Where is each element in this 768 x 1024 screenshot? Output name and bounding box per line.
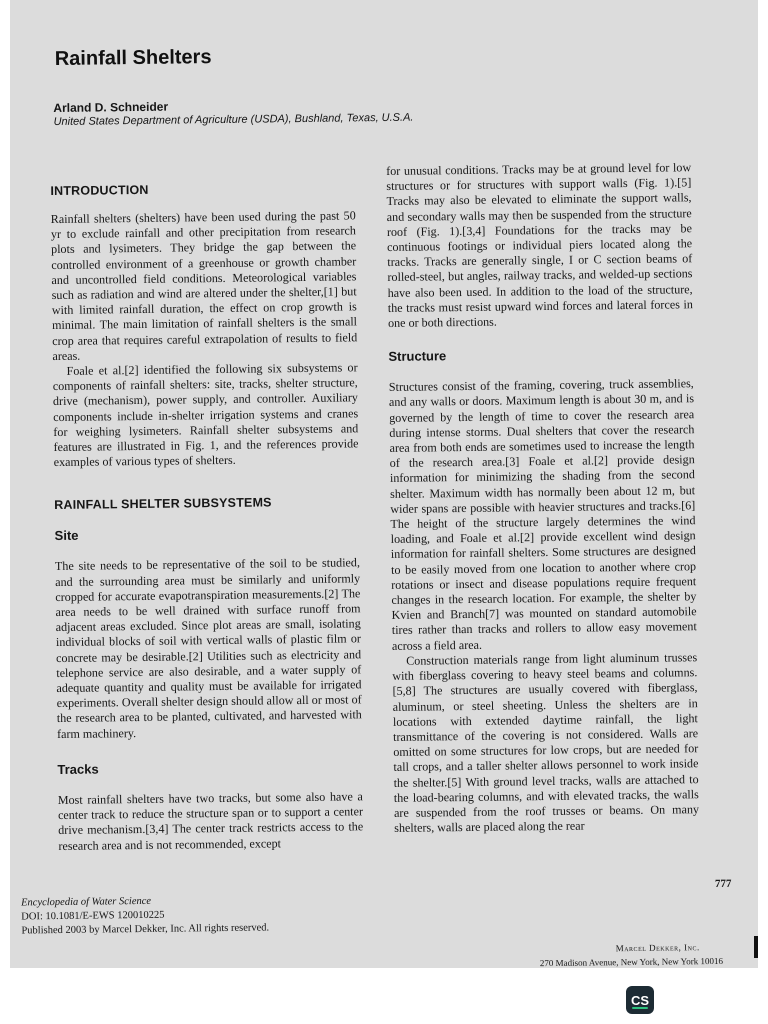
tracks-paragraph: Most rainfall shelters have two tracks, but some also have a center track to reduce the structure span or to support a center drive mechanism.[3,4] The center track restricts access to the research area and is not recommended, except bbox=[57, 789, 364, 853]
camscanner-logo-icon: CS bbox=[626, 986, 654, 1014]
tracks-heading: Tracks bbox=[57, 761, 99, 777]
page-edge-shadow bbox=[754, 936, 758, 958]
tracks-continued-paragraph: for unusual conditions. Tracks may be at ground level for low structures or for structures with support walls (Fig. 1).[5] Tracks may also be elevated to eliminate the support walls, and secondary walls may then be suspended from the structure roof (Fig. 1).[3,4] Foundations for the tracks may be continuous footings or individual piers located along the tracks. Tracks are generally single, I or C section beams of rolled-steel, but angles, railway tracks, and welded-up sections have also been used. In addition to the load of the structure, the tracks must resist upward wind forces and lateral forces in one or both directions. bbox=[386, 160, 693, 330]
left-column bbox=[50, 180, 363, 853]
scanned-page bbox=[10, 0, 758, 968]
article-title: Rainfall Shelters bbox=[54, 46, 212, 70]
structure-paragraph-1: Structures consist of the framing, covering, truck assemblies, and any walls or doors. Maximum length is about 30 m, and is governed by the length of time to cover the research area during intense storms. Dual shelters that cover the research area from both ends are sometimes used to increase the length of the research area.[3] Foale et al.[2] provide design information for minimizing the shading from the second shelter. Maximum width has normally been about 12 m, but wider spans are possible with heavier structures and tracks.[6] The height of the structure largely determines the wind loading, and Foale et al.[2] provide excellent wind design information for rainfall shelters. Some structures are designed to be easily moved from one location to another where crop rotations or insect and disease populations require frequent changes in the research location. For example, the shelter by Kvien and Branch[7] was mounted on standard automobile tires rather than tracks and rollers to allow easy movement across a field area. bbox=[388, 376, 697, 653]
doi-text: DOI: 10.1081/E-EWS 120010225 bbox=[21, 909, 165, 923]
site-paragraph: The site needs to be representative of the soil to be studied, and the surrounding area must be similarly and uniformly cropped for accurate evapotranspiration measurements.[2] The area needs to be well drained with surface runoff from adjacent areas excluded. Since plot areas are small, isolating individual blocks of soil with vertical walls of plastic film or concrete may be desirable.[2] Utilities such as electricity and telephone service are also desirable, and a water supply of adequate quantity and quality must be available for irrigated experiments. Overall shelter design should allow all or most of the research area to be planted, cultivated, and harvested with farm machinery. bbox=[54, 555, 362, 741]
introduction-paragraph-1: Rainfall shelters (shelters) have been used during the past 50 yr to exclude rainfall and other precipitation from research plots and lysimeters. They bridge the gap between the controlled environment of a greenhouse or growth chamber and uncontrolled field conditions. Meteorological variables such as radiation and wind are altered under the shelter,[1] but with limited rainfall duration, the effect on crop growth is minimal. The main limitation of rainfall shelters is the small crop area that requires careful extrapolation of results to field areas. bbox=[50, 208, 358, 363]
structure-heading: Structure bbox=[388, 348, 447, 365]
structure-paragraph-2: Construction materials range from light aluminum trusses with fiberglass covering to heavy steel beams and columns.[5,8] The structures are usually covered with fiberglass, aluminum, or steel sheeting. Unless the shelters are in locations with extended daytime rainfall, the light transmittance of the covering is not considered. Walls are omitted on some structures for low crops, but are needed for tall crops, and a taller shelter allows personnel to work inside the shelter.[5] With ground level tracks, walls are attached to the load-bearing columns, and with elevated tracks, the walls are suspended from the roof trusses or beams. On many shelters, walls are placed along the rear bbox=[392, 650, 700, 836]
publisher-address: 270 Madison Avenue, New York, New York 10016 bbox=[539, 955, 724, 968]
introduction-heading: INTRODUCTION bbox=[50, 182, 149, 199]
site-heading: Site bbox=[54, 528, 79, 544]
author-name: Arland D. Schneider bbox=[53, 99, 169, 116]
copyright-text: Published 2003 by Marcel Dekker, Inc. All rights reserved. bbox=[21, 922, 270, 937]
publisher-name: Marcel Dekker, Inc. bbox=[615, 942, 700, 954]
author-affiliation: United States Department of Agriculture (USDA), Bushland, Texas, U.S.A. bbox=[53, 111, 414, 129]
page-footer bbox=[21, 893, 269, 938]
page-number: 777 bbox=[714, 877, 732, 890]
journal-name: Encyclopedia of Water Science bbox=[21, 895, 152, 909]
introduction-paragraph-2: Foale et al.[2] identified the following six subsystems or components of rainfall shelters: site, tracks, shelter structure, drive (mechanism), power supply, and controller. Auxiliary components include in-shelter irrigation systems and cranes for weighing lysimeters. Rainfall shelter subsystems and features are illustrated in Fig. 1, and the references provide examples of various types of shelters. bbox=[52, 360, 359, 470]
subsystems-heading: RAINFALL SHELTER SUBSYSTEMS bbox=[54, 495, 272, 513]
right-column bbox=[386, 160, 699, 836]
page-content bbox=[10, 0, 758, 968]
